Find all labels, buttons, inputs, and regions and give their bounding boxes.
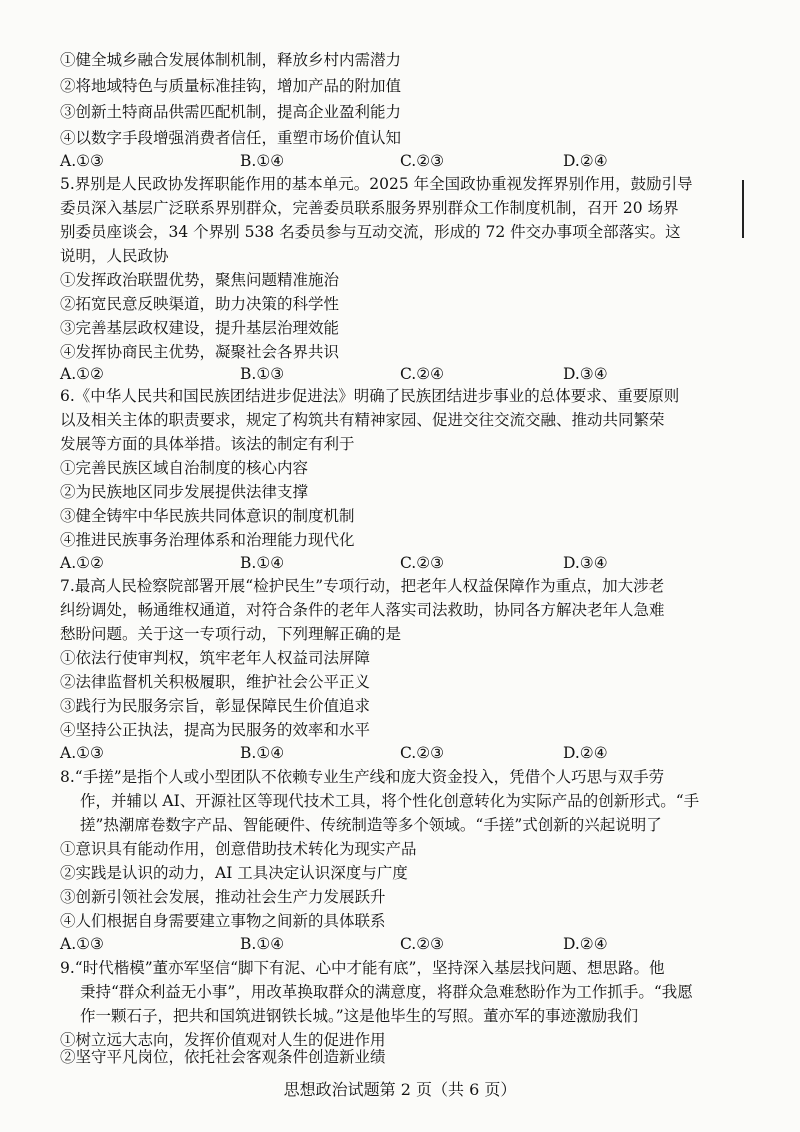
option-line: ②法律监督机关积极履职，维护社会公平正义 <box>60 673 371 691</box>
choice-d: D.②④ <box>563 744 608 762</box>
option-line: ③完善基层政权建设，提升基层治理效能 <box>60 319 340 337</box>
option-line: ③创新引领社会发展，推动社会生产力发展跃升 <box>60 888 386 906</box>
page-footer: 思想政治试题第 2 页（共 6 页） <box>283 1080 517 1099</box>
option-line: ④推进民族事务治理体系和治理能力现代化 <box>60 531 355 549</box>
choice-c: C.②③ <box>400 554 445 572</box>
margin-mark <box>742 180 744 238</box>
question-stem: 8.“手搓”是指个人或小型团队不依赖专业生产线和庞大资金投入，凭借个人巧思与双手劳 <box>60 768 665 786</box>
question-stem: 愁盼问题。关于这一专项行动，下列理解正确的是 <box>60 625 402 643</box>
choice-b: B.①③ <box>240 365 285 383</box>
question-stem: 别委员座谈会，34 个界别 538 名委员参与互动交流，形成的 72 件交办事项全部落实。这 <box>60 223 681 241</box>
choice-c: C.②③ <box>400 744 445 762</box>
option-line: ②将地域特色与质量标准挂钩，增加产品的附加值 <box>60 77 402 95</box>
choice-a: A.①③ <box>60 935 104 953</box>
question-stem: 委员深入基层广泛联系界别群众，完善委员联系服务界别群众工作制度机制，召开 20 场界 <box>60 199 679 217</box>
choice-b: B.①④ <box>240 152 285 170</box>
question-stem: 发展等方面的具体举措。该法的制定有利于 <box>60 435 355 453</box>
choice-c: C.②③ <box>400 152 445 170</box>
choice-b: B.①④ <box>240 935 285 953</box>
question-stem: 搓”热潮席卷数字产品、智能硬件、传统制造等多个领域。“手搓”式创新的兴起说明了 <box>80 816 662 834</box>
question-stem: 9.“时代楷模”董亦军坚信“脚下有泥、心中才能有底”，坚持深入基层找问题、想思路。他 <box>60 959 665 977</box>
option-line: ③践行为民服务宗旨，彰显保障民生价值追求 <box>60 697 371 715</box>
choice-b: B.①④ <box>240 554 285 572</box>
choice-d: D.③④ <box>563 365 608 383</box>
choice-d: D.②④ <box>563 152 608 170</box>
option-line: ②为民族地区同步发展提供法律支撑 <box>60 483 309 501</box>
option-line: ②实践是认识的动力，AI 工具决定认识深度与广度 <box>60 864 408 882</box>
question-stem: 秉持“群众利益无小事”，用改革换取群众的满意度，将群众急难愁盼作为工作抓手。“我愿 <box>80 983 693 1001</box>
option-line: ①发挥政治联盟优势，聚焦问题精准施治 <box>60 271 340 289</box>
option-line: ④人们根据自身需要建立事物之间新的具体联系 <box>60 912 386 930</box>
question-stem: 以及相关主体的职责要求，规定了构筑共有精神家园、促进交往交流交融、推动共同繁荣 <box>60 411 665 429</box>
option-line: ①树立远大志向，发挥价值观对人生的促进作用 <box>60 1031 386 1049</box>
question-stem: 作一颗石子，把共和国筑进钢铁长城。”这是他毕生的写照。董亦军的事迹激励我们 <box>80 1007 639 1025</box>
option-line: ④发挥协商民主优势，凝聚社会各界共识 <box>60 343 340 361</box>
choice-c: C.②④ <box>400 365 445 383</box>
option-line: ①意识具有能动作用，创意借助技术转化为现实产品 <box>60 840 417 858</box>
choice-b: B.①④ <box>240 744 285 762</box>
option-line: ③健全铸牢中华民族共同体意识的制度机制 <box>60 507 355 525</box>
question-stem: 7.最高人民检察院部署开展“检护民生”专项行动，把老年人权益保障作为重点，加大涉老 <box>60 577 665 595</box>
option-line: ④坚持公正执法，提高为民服务的效率和水平 <box>60 721 371 739</box>
option-line: ①依法行使审判权，筑牢老年人权益司法屏障 <box>60 649 371 667</box>
question-stem: 说明，人民政协 <box>60 247 169 265</box>
question-stem: 6.《中华人民共和国民族团结进步促进法》明确了民族团结进步事业的总体要求、重要原则 <box>60 387 680 405</box>
choice-d: D.②④ <box>563 935 608 953</box>
option-line: ④以数字手段增强消费者信任，重塑市场价值认知 <box>60 129 402 147</box>
option-line: ③创新土特商品供需匹配机制，提高企业盈利能力 <box>60 103 402 121</box>
option-line: ①健全城乡融合发展体制机制，释放乡村内需潜力 <box>60 51 402 69</box>
choice-a: A.①② <box>60 365 104 383</box>
option-line: ①完善民族区域自治制度的核心内容 <box>60 459 309 477</box>
question-stem: 5.界别是人民政协发挥职能作用的基本单元。2025 年全国政协重视发挥界别作用，鼓励引导 <box>60 175 693 193</box>
choice-a: A.①③ <box>60 152 104 170</box>
choice-a: A.①② <box>60 554 104 572</box>
option-line: ②坚守平凡岗位，依托社会客观条件创造新业绩 <box>60 1048 386 1066</box>
choice-d: D.③④ <box>563 554 608 572</box>
choice-a: A.①③ <box>60 744 104 762</box>
question-stem: 纠纷调处，畅通维权通道，对符合条件的老年人落实司法救助，协同各方解决老年人急难 <box>60 601 665 619</box>
choice-c: C.②③ <box>400 935 445 953</box>
option-line: ②拓宽民意反映渠道，助力决策的科学性 <box>60 295 340 313</box>
question-stem: 作，并辅以 AI、开源社区等现代技术工具，将个性化创意转化为实际产品的创新形式。“手 <box>80 792 700 810</box>
